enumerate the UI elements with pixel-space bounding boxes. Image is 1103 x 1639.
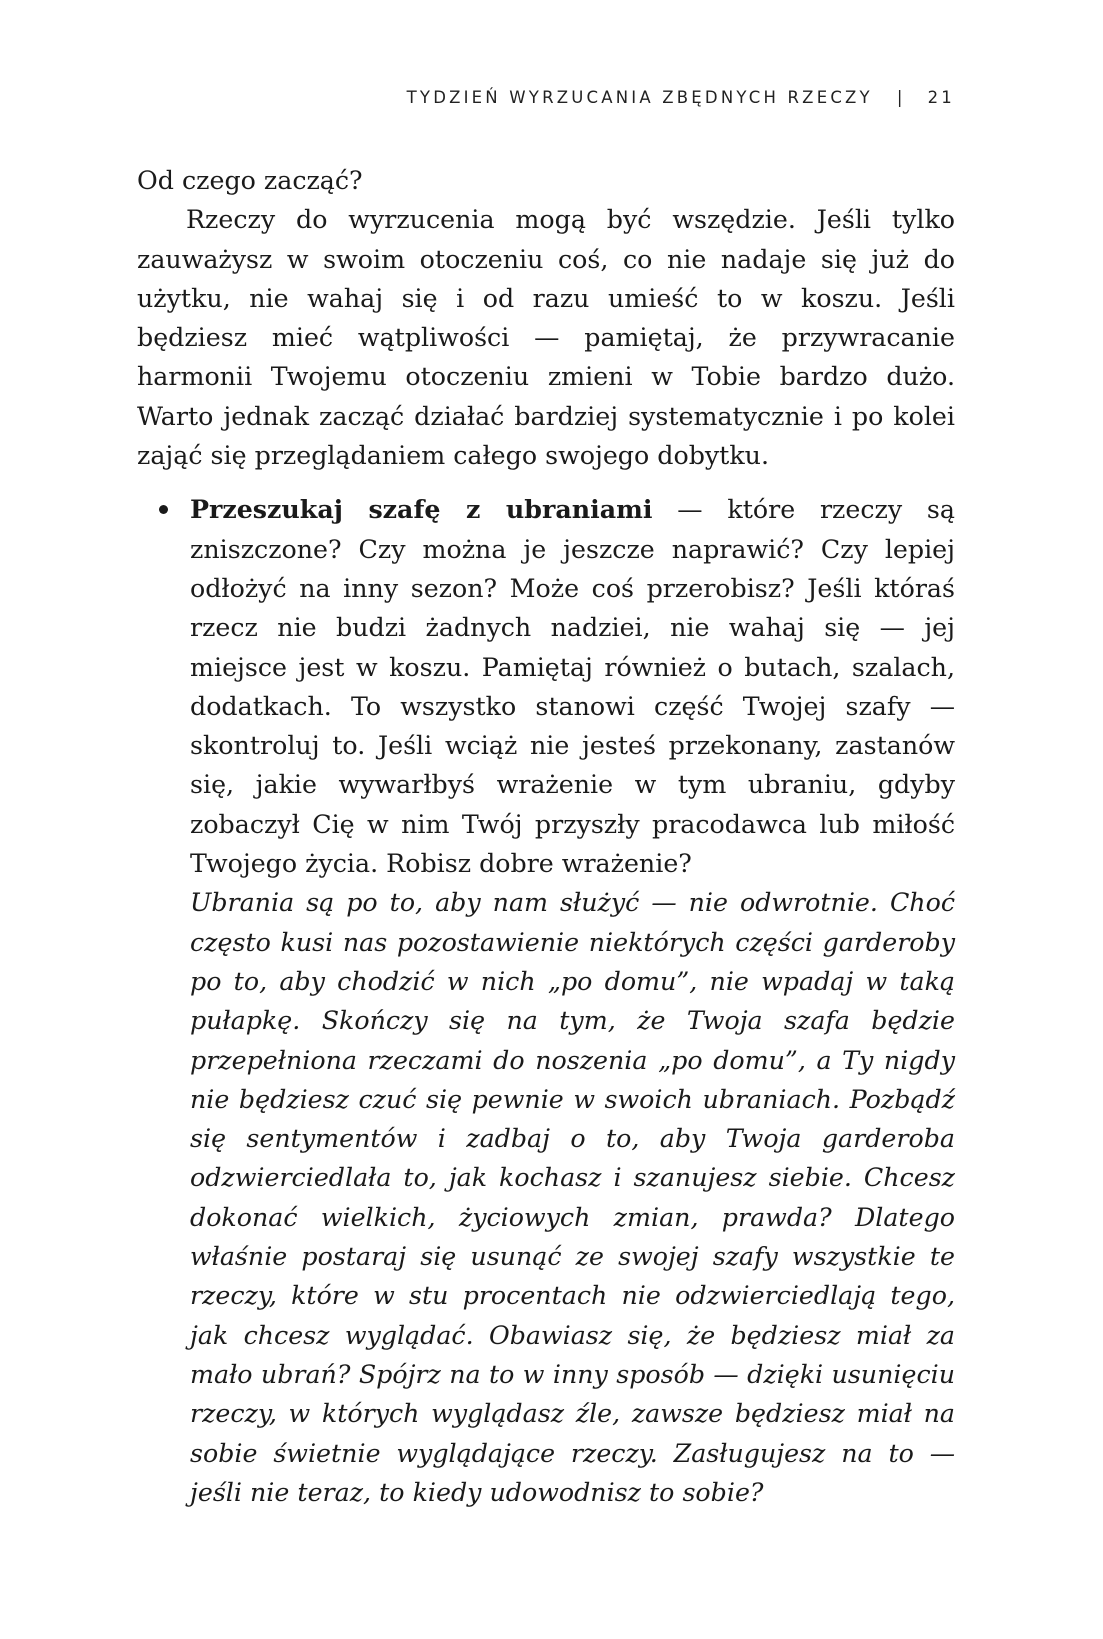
page-body [137,161,955,1512]
bullet-text: — które rzeczy są zniszczone? Czy można je jeszcze naprawić? Czy lepiej odłożyć na inny sezon? Może coś przerobisz? Jeśli któraś rzecz nie budzi żadnych nadziei, nie wahaj się — jej miejsce jest w koszu. Pamiętaj również o butach, szalach, dodatkach. To wszystko stanowi część Twojej szafy — skontroluj to. Jeśli wciąż nie jesteś przekonany, zastanów się, jakie wywarłbyś wrażenie w tym ubraniu, gdyby zobaczył Cię w nim Twój przyszły pracodawca lub miłość Twojego życia. Robisz dobre wrażenie? [190,495,955,879]
running-header [0,88,955,107]
section-question: Od czego zacząć? [137,166,363,195]
bullet-item [137,490,955,883]
page-number: 21 [927,88,955,107]
header-separator: | [896,88,906,107]
chapter-title: TYDZIEŃ WYRZUCANIA ZBĘDNYCH RZECZY [406,88,873,107]
bullet-bold-lead: Przeszukaj szafę z ubraniami [190,494,653,525]
bullet-dot-icon [159,505,168,514]
intro-paragraph: Rzeczy do wyrzucenia mogą być wszędzie. Jeśli tylko zauważysz w swoim otoczeniu coś, co nie nadaje się już do użytku, nie wahaj się i od razu umieść to w koszu. Jeśli będziesz mieć wątpliwości — pamiętaj, że przywracanie harmonii Twojemu otoczeniu zmieni w Tobie bardzo dużo. Warto jednak zacząć działać bardziej systematycznie i po kolei zająć się przeglądaniem całego swojego dobytku. [137,205,955,471]
italic-paragraph: Ubrania są po to, aby nam służyć — nie odwrotnie. Choć często kusi nas pozostawienie niektórych części garderoby po to, aby chodzić w nich „po domu”, nie wpadaj w taką pułapkę. Skończy się na tym, że Twoja szafa będzie przepełniona rzeczami do noszenia „po domu”, a Ty nigdy nie będziesz czuć się pewnie w swoich ubraniach. Pozbądź się sentymentów i zadbaj o to, aby Twoja garderoba odzwierciedlała to, jak kochasz i szanujesz siebie. Chcesz dokonać wielkich, życiowych zmian, prawda? Dlatego właśnie postaraj się usunąć ze swojej szafy wszystkie te rzeczy, które w stu procentach nie odzwierciedlają tego, jak chcesz wyglądać. Obawiasz się, że będziesz miał za mało ubrań? Spójrz na to w inny sposób — dzięki usunięciu rzeczy, w których wyglądasz źle, zawsze będziesz miał na sobie świetnie wyglądające rzeczy. Zasługujesz na to — jeśli nie teraz, to kiedy udowodnisz to sobie? [190,888,955,1507]
